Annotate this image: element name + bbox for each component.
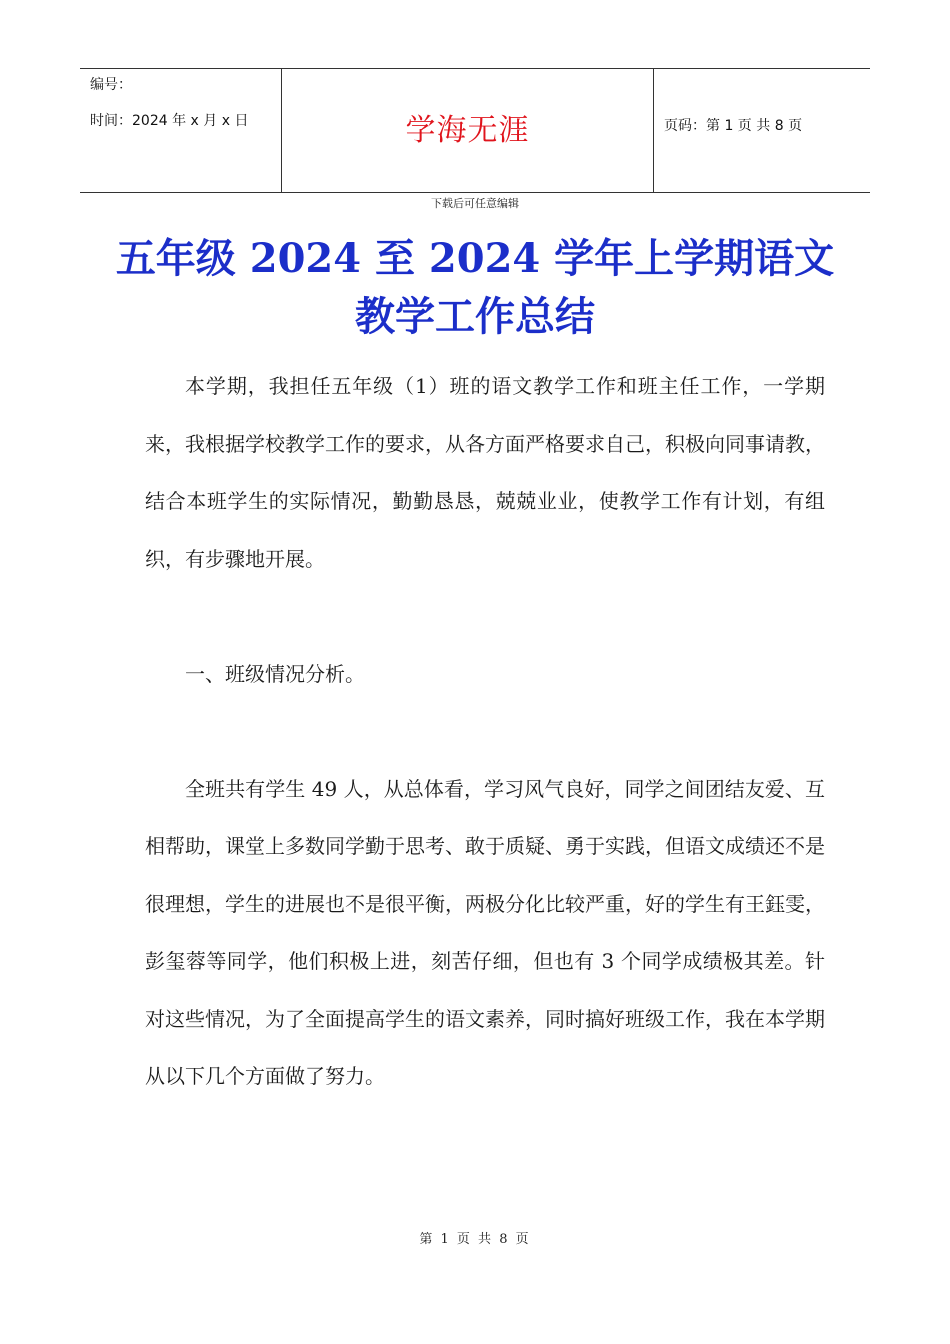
blank-line — [145, 588, 825, 646]
document-header — [80, 68, 870, 193]
section-paragraph: 全班共有学生 49 人，从总体看，学习风气良好，同学之间团结友爱、互相帮助，课堂上多数同学勤于思考、敢于质疑、勇于实践，但语文成绩还不是很理想，学生的进展也不是很平衡，两极分化比较严重，好的学生有王鈺雯，彭玺蓉等同学，他们积极上进，刻苦仔细，但也有 3 个同学成绩极其差。针对这些情况，为了全面提高学生的语文素养，同时搞好班级工作，我在本学期从以下几个方面做了努力。 — [145, 776, 825, 1088]
section-heading: 一、班级情况分析。 — [185, 661, 365, 686]
motto-text: 学海无涯 — [405, 113, 530, 148]
page-info: 页码：第 1 页 共 8 页 — [664, 118, 803, 134]
title-line-2: 教学工作总结 — [355, 293, 595, 340]
date-label: 时间：2024 年 x 月 x 日 — [90, 113, 249, 129]
intro-paragraph: 本学期，我担任五年级（1）班的语文教学工作和班主任工作，一学期来，我根据学校教学工作的要求，从各方面严格要求自己，积极向同事请教，结合本班学生的实际情况，勤勤恳恳，兢兢业业，使教学工作有计划，有组织，有步骤地开展。 — [145, 374, 825, 571]
download-note: 下载后可任意编辑 — [431, 197, 519, 210]
header-center-cell — [281, 69, 654, 192]
page-footer: 第 1 页 共 8 页 — [419, 1232, 531, 1247]
title-line-1: 五年级 2024 至 2024 学年上学期语文 — [115, 235, 835, 282]
document-title — [0, 230, 950, 346]
document-body — [145, 358, 825, 1106]
blank-line — [145, 703, 825, 761]
header-left-cell — [80, 69, 281, 192]
header-right-cell — [654, 69, 870, 192]
serial-number-label: 编号： — [90, 77, 132, 93]
